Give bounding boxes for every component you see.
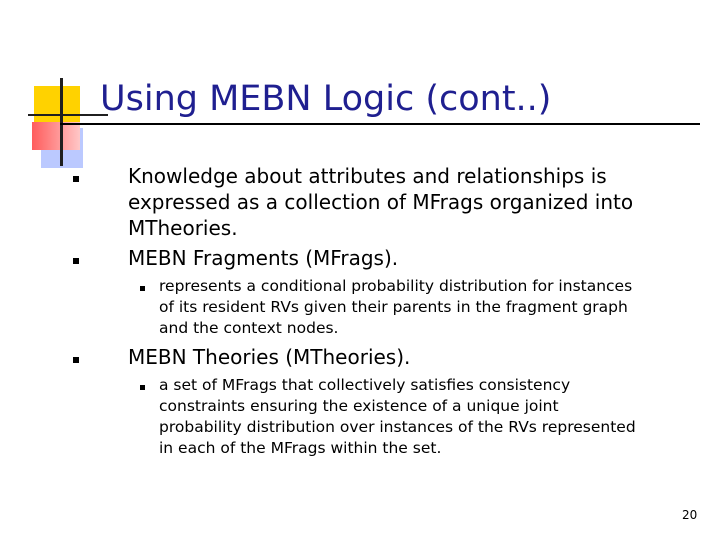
- bullet-2-text: MEBN Fragments (MFrags).: [128, 246, 399, 270]
- sub-bullet-square-icon: [140, 385, 145, 390]
- bullet-1-text: Knowledge about attributes and relationships is expressed as a collection of MFrags organized into MTheories.: [128, 164, 634, 240]
- bullet-square-icon: [73, 357, 79, 363]
- page-number: 20: [682, 508, 698, 522]
- sub-bullet-square-icon: [140, 286, 145, 291]
- slide-title: Using MEBN Logic (cont..): [100, 79, 552, 119]
- bullet-3-text: MEBN Theories (MTheories).: [128, 345, 411, 369]
- sub-bullet-3-1-text: a set of MFrags that collectively satisfies consistency constraints ensuring the existence of a unique joint probability distribution over instances of the RVs represented in each of the MFrags within the set.: [159, 376, 636, 457]
- decorative-logo-icon: [28, 70, 108, 166]
- title-divider: [60, 123, 700, 125]
- sub-bullet-2-1-text: represents a conditional probability distribution for instances of its resident RVs given their parents in the fragment graph and the context nodes.: [159, 277, 633, 337]
- bullet-square-icon: [73, 176, 79, 182]
- bullet-square-icon: [73, 258, 79, 264]
